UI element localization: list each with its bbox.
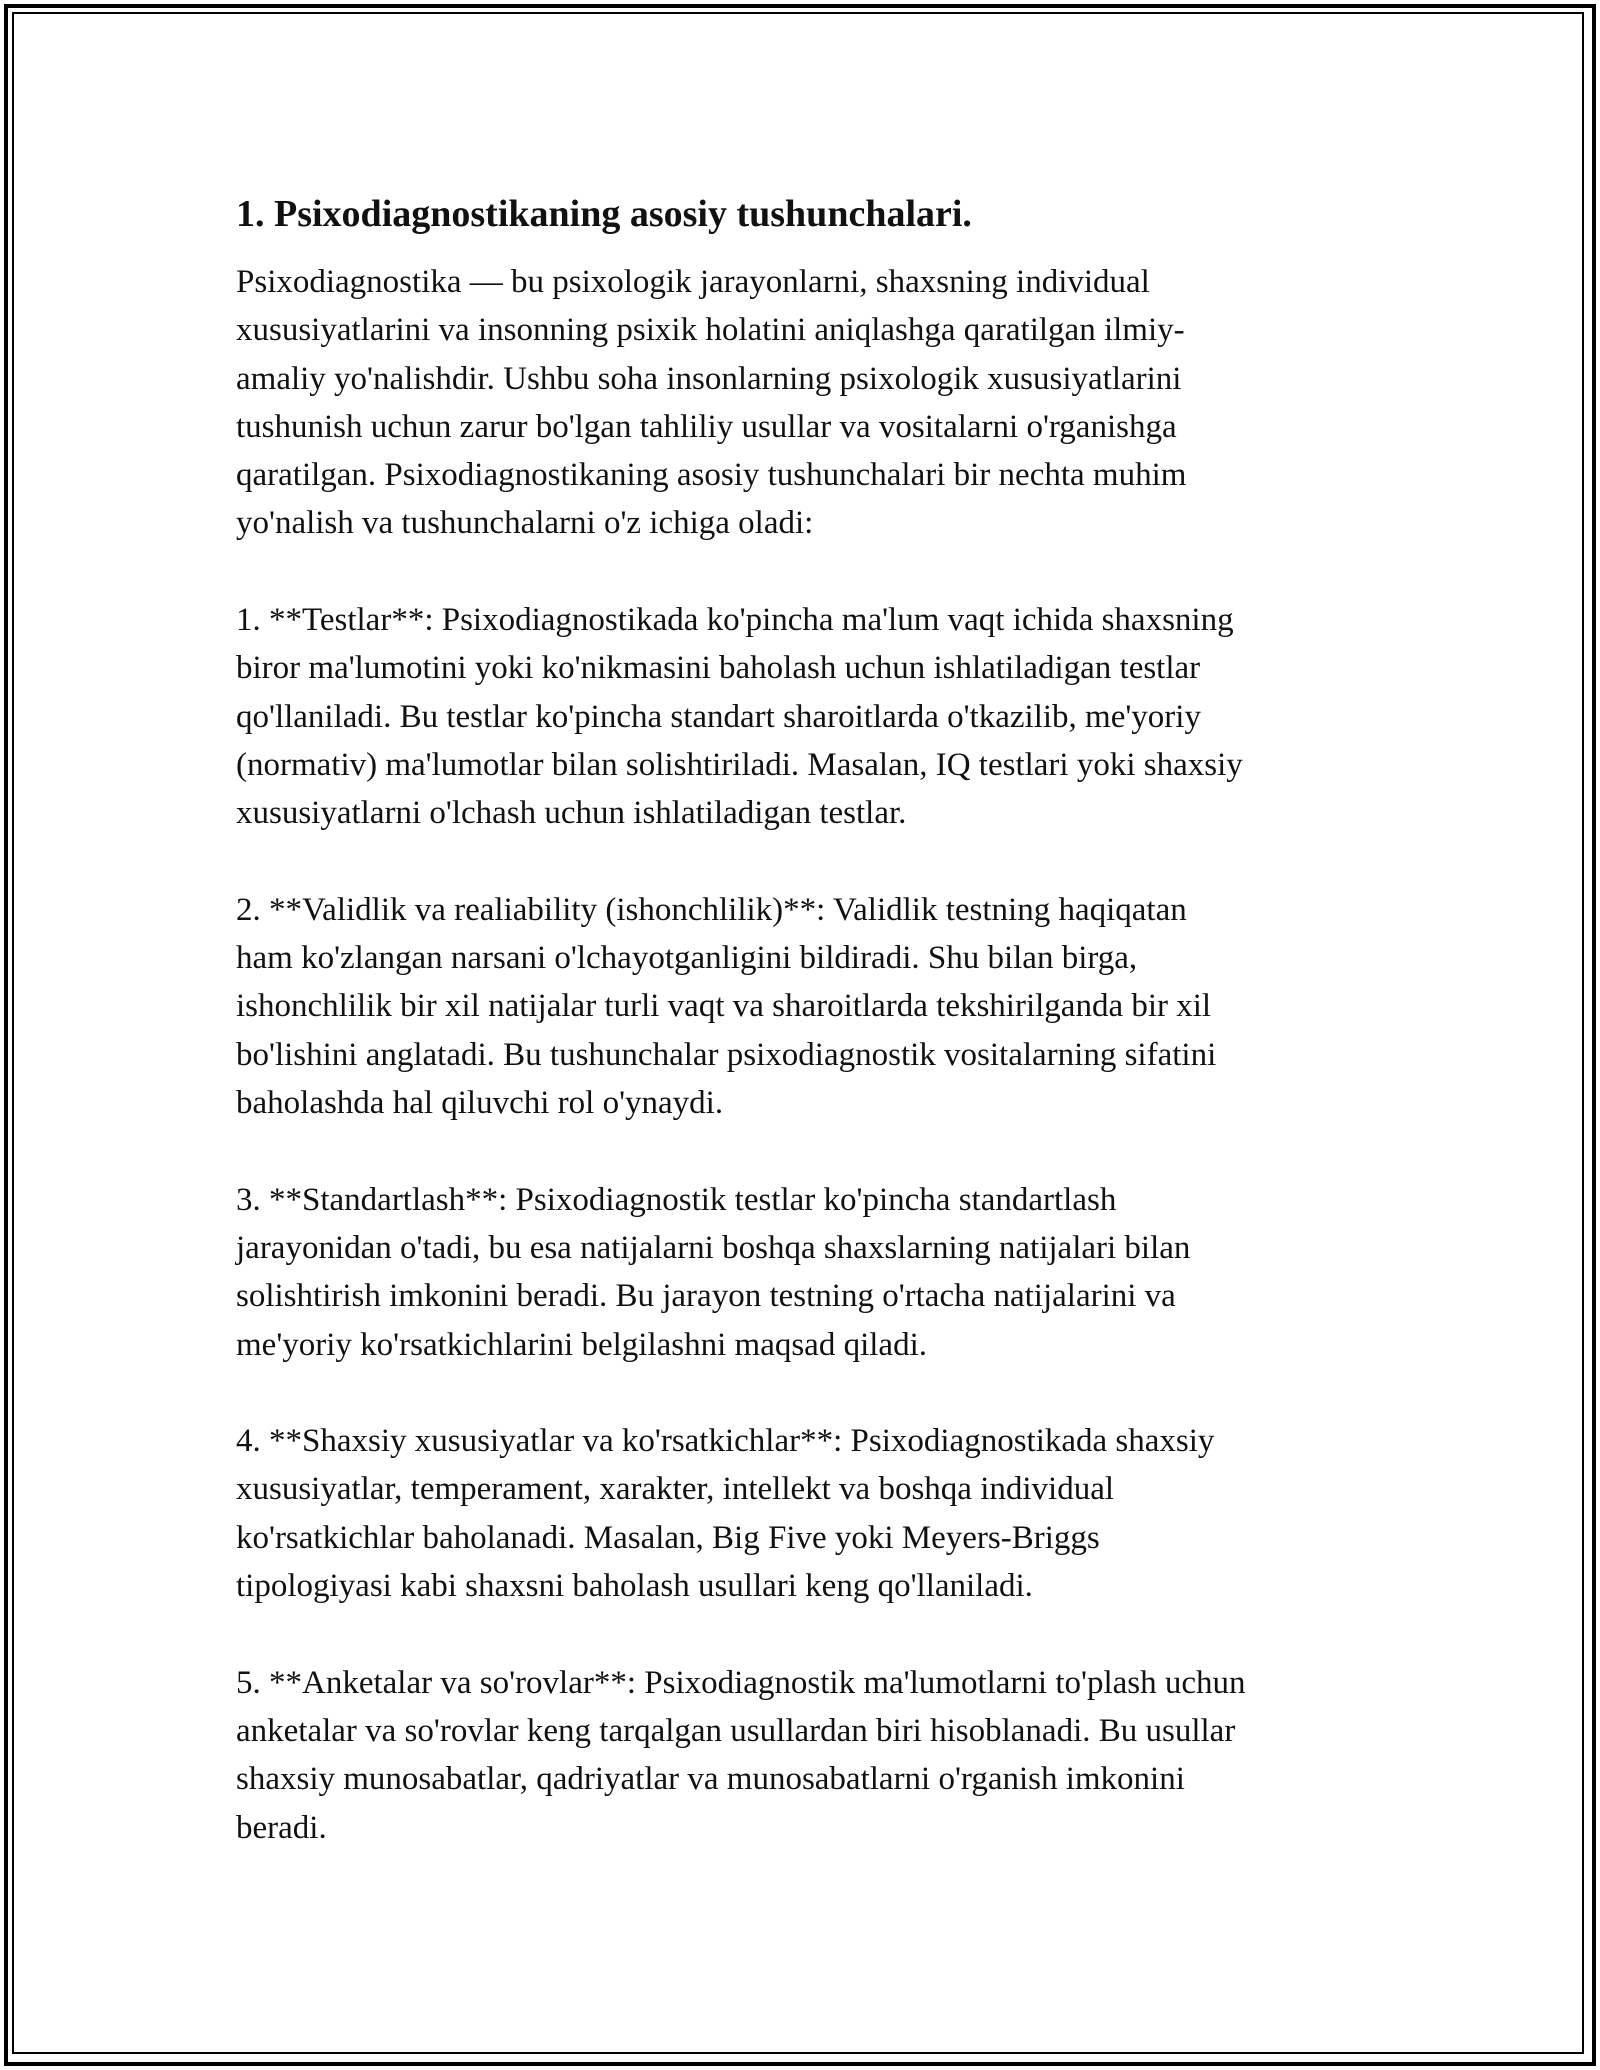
paragraph-line: amaliy yo'nalishdir. Ushbu soha insonlarning psixologik xususiyatlarini bbox=[236, 360, 1182, 397]
paragraph-line: shaxsiy munosabatlar, qadriyatlar va munosabatlarni o'rganish imkonini bbox=[236, 1761, 1185, 1798]
paragraph-line: xususiyatlar, temperament, xarakter, intellekt va boshqa individual bbox=[236, 1471, 1115, 1508]
paragraph-line: xususiyatlarini va insonning psixik holatini aniqlashga qaratilgan ilmiy- bbox=[236, 312, 1185, 349]
list-item-standartlash bbox=[236, 1176, 1366, 1369]
paragraph-line: bo'lishini anglatadi. Bu tushunchalar psixodiagnostik vositalarning sifatini bbox=[236, 1036, 1217, 1073]
paragraph-line: 1. **Testlar**: Psixodiagnostikada ko'pincha ma'lum vaqt ichida shaxsning bbox=[236, 602, 1234, 639]
intro-paragraph bbox=[236, 258, 1366, 548]
paragraph-line: baholashda hal qiluvchi rol o'ynaydi. bbox=[236, 1085, 724, 1122]
paragraph-line: yo'nalish va tushunchalarni o'z ichiga oladi: bbox=[236, 505, 814, 542]
list-item-validlik bbox=[236, 886, 1366, 1127]
paragraph-line: qaratilgan. Psixodiagnostikaning asosiy tushunchalari bir nechta muhim bbox=[236, 457, 1187, 494]
paragraph-line: Psixodiagnostika — bu psixologik jarayonlarni, shaxsning individual bbox=[236, 264, 1150, 300]
paragraph-line: jarayonidan o'tadi, bu esa natijalarni boshqa shaxslarning natijalari bilan bbox=[236, 1229, 1191, 1266]
paragraph-line: 3. **Standartlash**: Psixodiagnostik testlar ko'pincha standartlash bbox=[236, 1181, 1117, 1218]
paragraph-line: biror ma'lumotini yoki ko'nikmasini baholash uchun ishlatiladigan testlar bbox=[236, 650, 1201, 687]
paragraph-line: ham ko'zlangan narsani o'lchayotganligini bildiradi. Shu bilan birga, bbox=[236, 940, 1138, 977]
document-body bbox=[236, 188, 1366, 1900]
paragraph-line: me'yoriy ko'rsatkichlarini belgilashni maqsad qiladi. bbox=[236, 1326, 927, 1363]
paragraph-line: anketalar va so'rovlar keng tarqalgan usullardan biri hisoblanadi. Bu usullar bbox=[236, 1712, 1236, 1749]
list-item-shaxsiy-xususiyatlar bbox=[236, 1417, 1366, 1610]
paragraph-line: tipologiyasi kabi shaxsni baholash usullari keng qo'llaniladi. bbox=[236, 1568, 1033, 1605]
list-item-testlar bbox=[236, 596, 1366, 837]
paragraph-line: (normativ) ma'lumotlar bilan solishtiriladi. Masalan, IQ testlari yoki shaxsiy bbox=[236, 746, 1243, 783]
paragraph-line: ko'rsatkichlar baholanadi. Masalan, Big Five yoki Meyers-Briggs bbox=[236, 1519, 1100, 1556]
list-item-anketalar bbox=[236, 1659, 1366, 1852]
paragraph-line: ishonchlilik bir xil natijalar turli vaqt va sharoitlarda tekshirilganda bir xil bbox=[236, 988, 1212, 1025]
section-heading: 1. Psixodiagnostikaning asosiy tushunchalari. bbox=[236, 193, 972, 235]
paragraph-line: 2. **Validlik va realiability (ishonchlilik)**: Validlik testning haqiqatan bbox=[236, 891, 1187, 928]
paragraph-line: xususiyatlarni o'lchash uchun ishlatiladigan testlar. bbox=[236, 795, 907, 832]
paragraph-line: tushunish uchun zarur bo'lgan tahliliy usullar va vositalarni o'rganishga bbox=[236, 408, 1177, 445]
paragraph-line: qo'llaniladi. Bu testlar ko'pincha standart sharoitlarda o'tkazilib, me'yoriy bbox=[236, 698, 1201, 735]
paragraph-line: 4. **Shaxsiy xususiyatlar va ko'rsatkichlar**: Psixodiagnostikada shaxsiy bbox=[236, 1423, 1215, 1460]
paragraph-line: beradi. bbox=[236, 1809, 327, 1846]
paragraph-line: 5. **Anketalar va so'rovlar**: Psixodiagnostik ma'lumotlarni to'plash uchun bbox=[236, 1664, 1246, 1701]
paragraph-line: solishtirish imkonini beradi. Bu jarayon testning o'rtacha natijalarini va bbox=[236, 1278, 1176, 1315]
